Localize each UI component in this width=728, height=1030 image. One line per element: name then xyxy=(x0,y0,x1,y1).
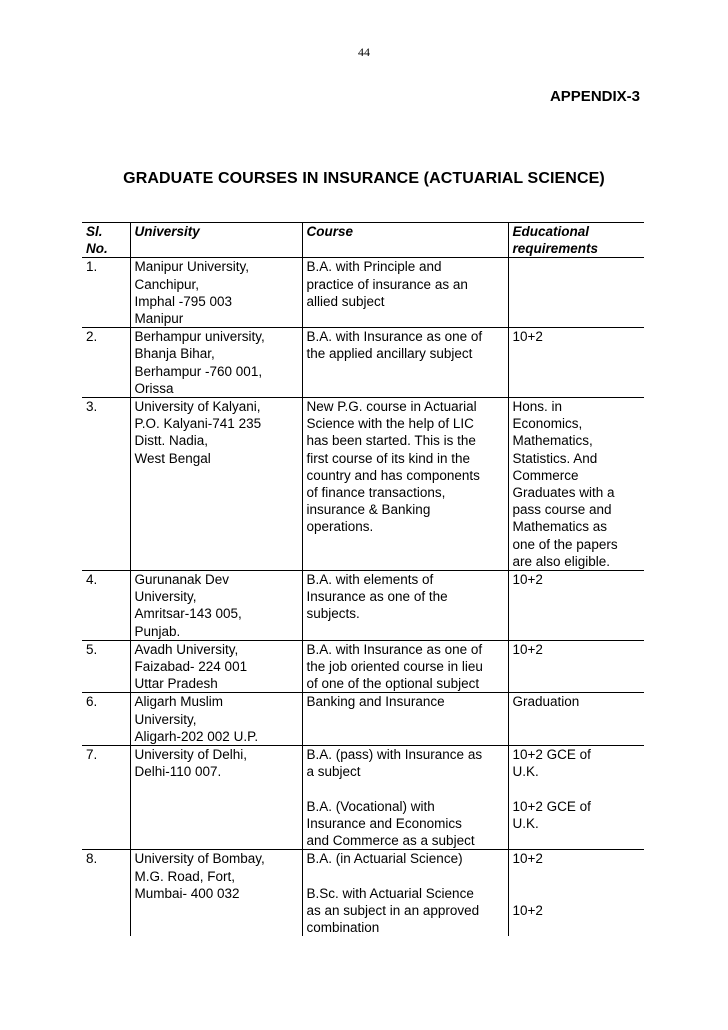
cell-requirements: Hons. in Economics, Mathematics, Statistics. And Commerce Graduates with a pass course and Mathematics as one of the papers are also eligible. xyxy=(508,398,644,571)
page-title: GRADUATE COURSES IN INSURANCE (ACTUARIAL SCIENCE) xyxy=(123,170,605,187)
cell-requirements xyxy=(508,258,644,328)
cell-course: Banking and Insurance xyxy=(302,693,508,746)
cell-university: Berhampur university, Bhanja Bihar, Berhampur -760 001, Orissa xyxy=(130,328,302,398)
table-row xyxy=(82,746,644,850)
table-row xyxy=(82,850,644,937)
cell-sl-no: 7. xyxy=(82,746,130,850)
cell-university: Gurunanak Dev University, Amritsar-143 005, Punjab. xyxy=(130,571,302,641)
table-header-row xyxy=(82,223,644,258)
page-number: 44 xyxy=(358,45,370,59)
cell-university: University of Kalyani, P.O. Kalyani-741 235 Distt. Nadia, West Bengal xyxy=(130,398,302,571)
cell-course: B.A. (pass) with Insurance as a subject B.A. (Vocational) with Insurance and Economics and Commerce as a subject xyxy=(302,746,508,850)
table-row xyxy=(82,693,644,746)
cell-course: B.A. with Insurance as one of the applied ancillary subject xyxy=(302,328,508,398)
cell-sl-no: 6. xyxy=(82,693,130,746)
header-requirements: Educational requirements xyxy=(508,223,644,258)
cell-course: New P.G. course in Actuarial Science with the help of LIC has been started. This is the first course of its kind in the country and has components of finance transactions, insurance & Banking operations. xyxy=(302,398,508,571)
cell-course: B.A. with Insurance as one of the job oriented course in lieu of one of the optional subject xyxy=(302,640,508,693)
cell-university: Manipur University, Canchipur, Imphal -795 003 Manipur xyxy=(130,258,302,328)
cell-sl-no: 2. xyxy=(82,328,130,398)
cell-course: B.A. with Principle and practice of insurance as an allied subject xyxy=(302,258,508,328)
header-university: University xyxy=(130,223,302,258)
table-row xyxy=(82,398,644,571)
cell-requirements: 10+2 10+2 xyxy=(508,850,644,937)
table-row xyxy=(82,640,644,693)
cell-requirements: 10+2 xyxy=(508,571,644,641)
cell-requirements: 10+2 GCE of U.K. 10+2 GCE of U.K. xyxy=(508,746,644,850)
cell-university: University of Bombay, M.G. Road, Fort, Mumbai- 400 032 xyxy=(130,850,302,937)
cell-sl-no: 5. xyxy=(82,640,130,693)
cell-requirements: 10+2 xyxy=(508,328,644,398)
cell-course: B.A. with elements of Insurance as one of the subjects. xyxy=(302,571,508,641)
cell-university: Aligarh Muslim University, Aligarh-202 002 U.P. xyxy=(130,693,302,746)
appendix-label: APPENDIX-3 xyxy=(549,88,640,105)
cell-sl-no: 4. xyxy=(82,571,130,641)
cell-sl-no: 3. xyxy=(82,398,130,571)
courses-table xyxy=(82,222,644,936)
table-row xyxy=(82,258,644,328)
table-row xyxy=(82,571,644,641)
cell-requirements: Graduation xyxy=(508,693,644,746)
header-course: Course xyxy=(302,223,508,258)
table-row xyxy=(82,328,644,398)
cell-requirements: 10+2 xyxy=(508,640,644,693)
cell-course: B.A. (in Actuarial Science) B.Sc. with Actuarial Science as an subject in an approved combination xyxy=(302,850,508,937)
cell-sl-no: 8. xyxy=(86,851,98,867)
header-sl-no: Sl. No. xyxy=(82,223,130,258)
cell-sl-no: 1. xyxy=(82,258,130,328)
cell-university: Avadh University, Faizabad- 224 001 Uttar Pradesh xyxy=(130,640,302,693)
cell-university: University of Delhi, Delhi-110 007. xyxy=(130,746,302,850)
